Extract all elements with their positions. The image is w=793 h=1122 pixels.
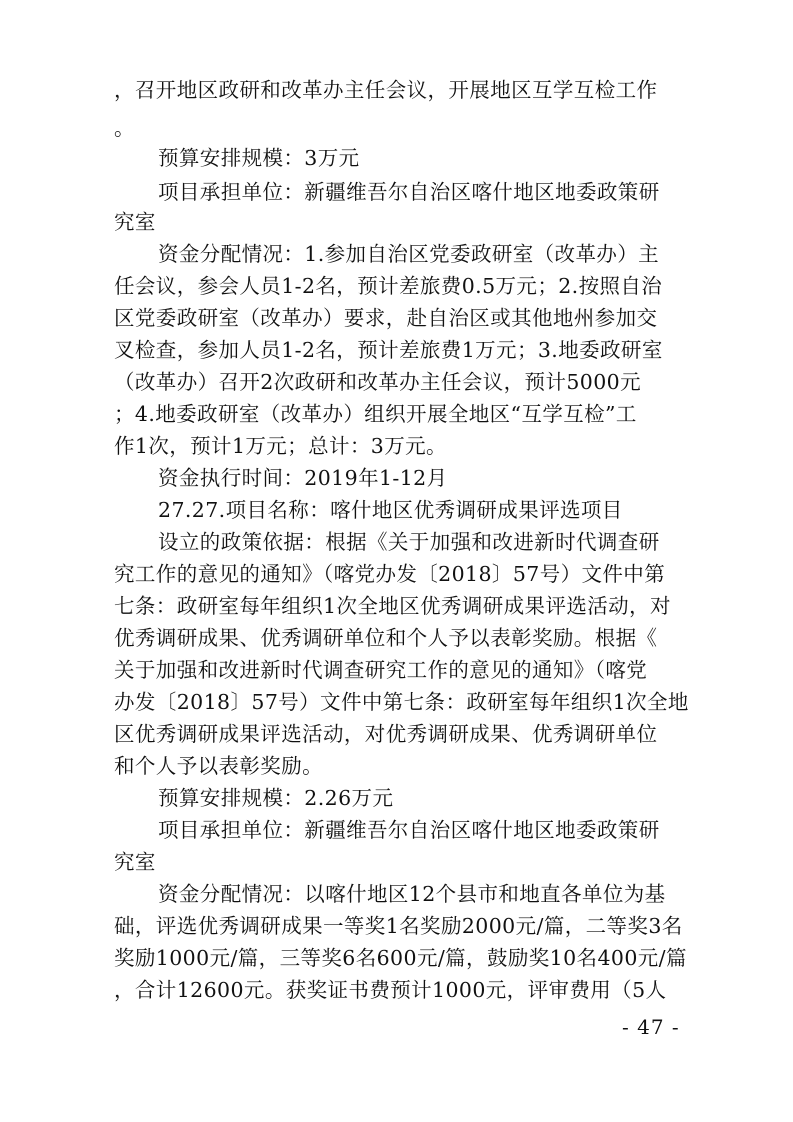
text-line: ，合计12600元。获奖证书费预计1000元，评审费用（5人 [114, 978, 667, 1002]
text-line: 资金分配情况：1.参加自治区党委政研室（改革办）主 [158, 242, 660, 266]
text-line: 区优秀调研成果评选活动，对优秀调研成果、优秀调研单位 [114, 722, 658, 746]
text-line: 叉检查，参加人员1-2名，预计差旅费1万元；3.地委政研室 [114, 338, 663, 362]
text-line: 础，评选优秀调研成果一等奖1名奖励2000元/篇，二等奖3名 [114, 914, 683, 938]
text-line: 任会议，参会人员1-2名，预计差旅费0.5万元；2.按照自治 [114, 274, 663, 298]
page-number: - 47 - [622, 1015, 680, 1039]
text-line: 项目承担单位：新疆维吾尔自治区喀什地区地委政策研 [158, 818, 660, 842]
text-line: 资金执行时间：2019年1-12月 [158, 466, 448, 490]
text-line: 办发〔2018〕57号）文件中第七条：政研室每年组织1次全地 [114, 690, 689, 714]
text-line: 27.27.项目名称：喀什地区优秀调研成果评选项目 [158, 498, 623, 522]
text-line: 究工作的意见的通知》（喀党办发〔2018〕57号）文件中第 [114, 562, 666, 586]
text-line: 预算安排规模：3万元 [158, 146, 360, 170]
text-line: 关于加强和改进新时代调查研究工作的意见的通知》（喀党 [114, 658, 648, 682]
text-line: 资金分配情况：以喀什地区12个县市和地直各单位为基 [158, 882, 666, 906]
text-line: 优秀调研成果、优秀调研单位和个人予以表彰奖励。根据《 [114, 626, 658, 650]
text-line: 究室 [114, 850, 156, 874]
text-line: 区党委政研室（改革办）要求，赴自治区或其他地州参加交 [114, 306, 658, 330]
text-line: 项目承担单位：新疆维吾尔自治区喀什地区地委政策研 [158, 180, 660, 204]
text-line: 究室 [114, 210, 156, 234]
text-line: 和个人予以表彰奖励。 [114, 754, 323, 778]
text-line: 预算安排规模：2.26万元 [158, 786, 394, 810]
text-line: （改革办）召开2次政研和改革办主任会议，预计5000元 [114, 370, 642, 394]
text-line: 设立的政策依据：根据《关于加强和改进新时代调查研 [158, 530, 660, 554]
text-line: ，召开地区政研和改革办主任会议，开展地区互学互检工作 [114, 78, 658, 102]
text-line: 作1次，预计1万元；总计：3万元。 [114, 434, 447, 458]
text-line: ；4.地委政研室（改革办）组织开展全地区“互学互检”工 [114, 402, 637, 426]
text-line: 。 [114, 116, 135, 140]
text-line: 奖励1000元/篇，三等奖6名600元/篇，鼓励奖10名400元/篇 [114, 946, 687, 970]
text-line: 七条：政研室每年组织1次全地区优秀调研成果评选活动，对 [114, 594, 671, 618]
